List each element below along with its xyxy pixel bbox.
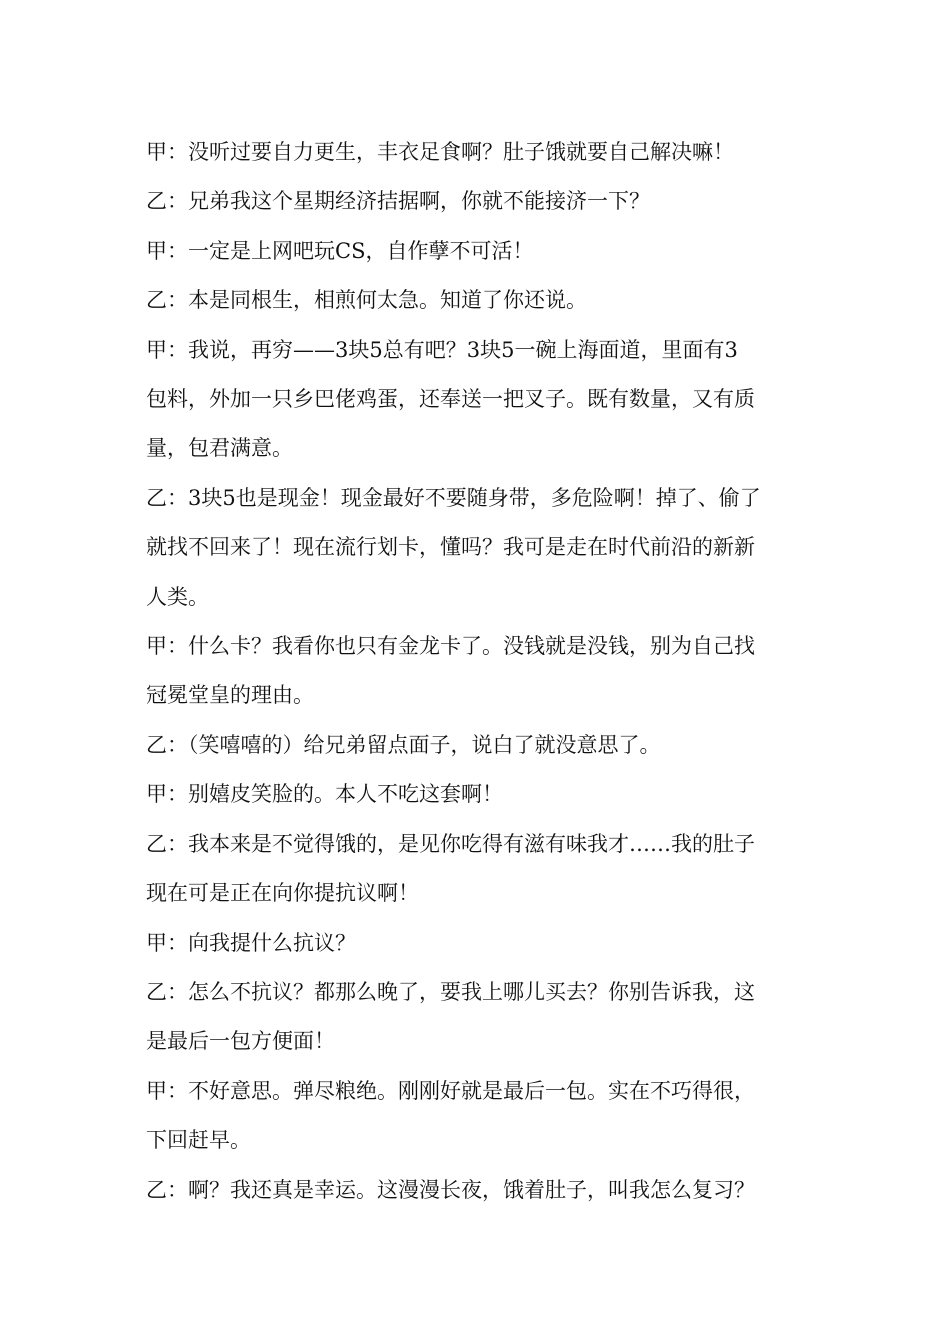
text-line: 量，包君满意。: [146, 436, 293, 461]
text-line: 甲：什么卡？我看你也只有金龙卡了。没钱就是没钱，别为自己找: [146, 634, 755, 659]
text-line: 甲：不好意思。弹尽粮绝。刚刚好就是最后一包。实在不巧得很，: [146, 1078, 755, 1103]
text-line: 是最后一包方便面！: [146, 1029, 335, 1054]
text-line: 人类。: [146, 584, 209, 609]
text-line: 乙：3块5也是现金！现金最好不要随身带，多危险啊！掉了、偷了: [146, 485, 761, 510]
text-line: 下回赶早。: [146, 1128, 251, 1153]
text-line: 甲：一定是上网吧玩CS，自作孽不可活！: [146, 238, 534, 263]
text-line: 乙：（笑嘻嘻的）给兄弟留点面子，说白了就没意思了。: [146, 732, 661, 757]
text-line: 甲：没听过要自力更生，丰衣足食啊？肚子饿就要自己解决嘛！: [146, 140, 734, 164]
text-line: 包料，外加一只乡巴佬鸡蛋，还奉送一把叉子。既有数量，又有质: [146, 387, 755, 412]
text-line: 甲：我说，再穷——3块5总有吧？3块5一碗上海面道，里面有3: [146, 337, 738, 362]
text-line: 甲：别嬉皮笑脸的。本人不吃这套啊！: [146, 782, 503, 807]
text-line: 现在可是正在向你提抗议啊！: [146, 881, 419, 906]
text-line: 冠冕堂皇的理由。: [146, 683, 314, 708]
text-line: 乙：怎么不抗议？都那么晚了，要我上哪儿买去？你别告诉我，这: [146, 979, 755, 1004]
text-line: 乙：啊？我还真是幸运。这漫漫长夜，饿着肚子，叫我怎么复习？: [146, 1177, 755, 1202]
dialogue-text: [146, 128, 811, 1215]
text-line: 甲：向我提什么抗议？: [146, 930, 356, 955]
text-line: 乙：本是同根生，相煎何太急。知道了你还说。: [146, 288, 587, 313]
text-line: 就找不回来了！现在流行划卡，懂吗？我可是走在时代前沿的新新: [146, 535, 755, 560]
text-line: 乙：我本来是不觉得饿的，是见你吃得有滋有味我才……我的肚子: [146, 831, 755, 856]
text-line: 乙：兄弟我这个星期经济拮据啊，你就不能接济一下？: [146, 189, 650, 214]
